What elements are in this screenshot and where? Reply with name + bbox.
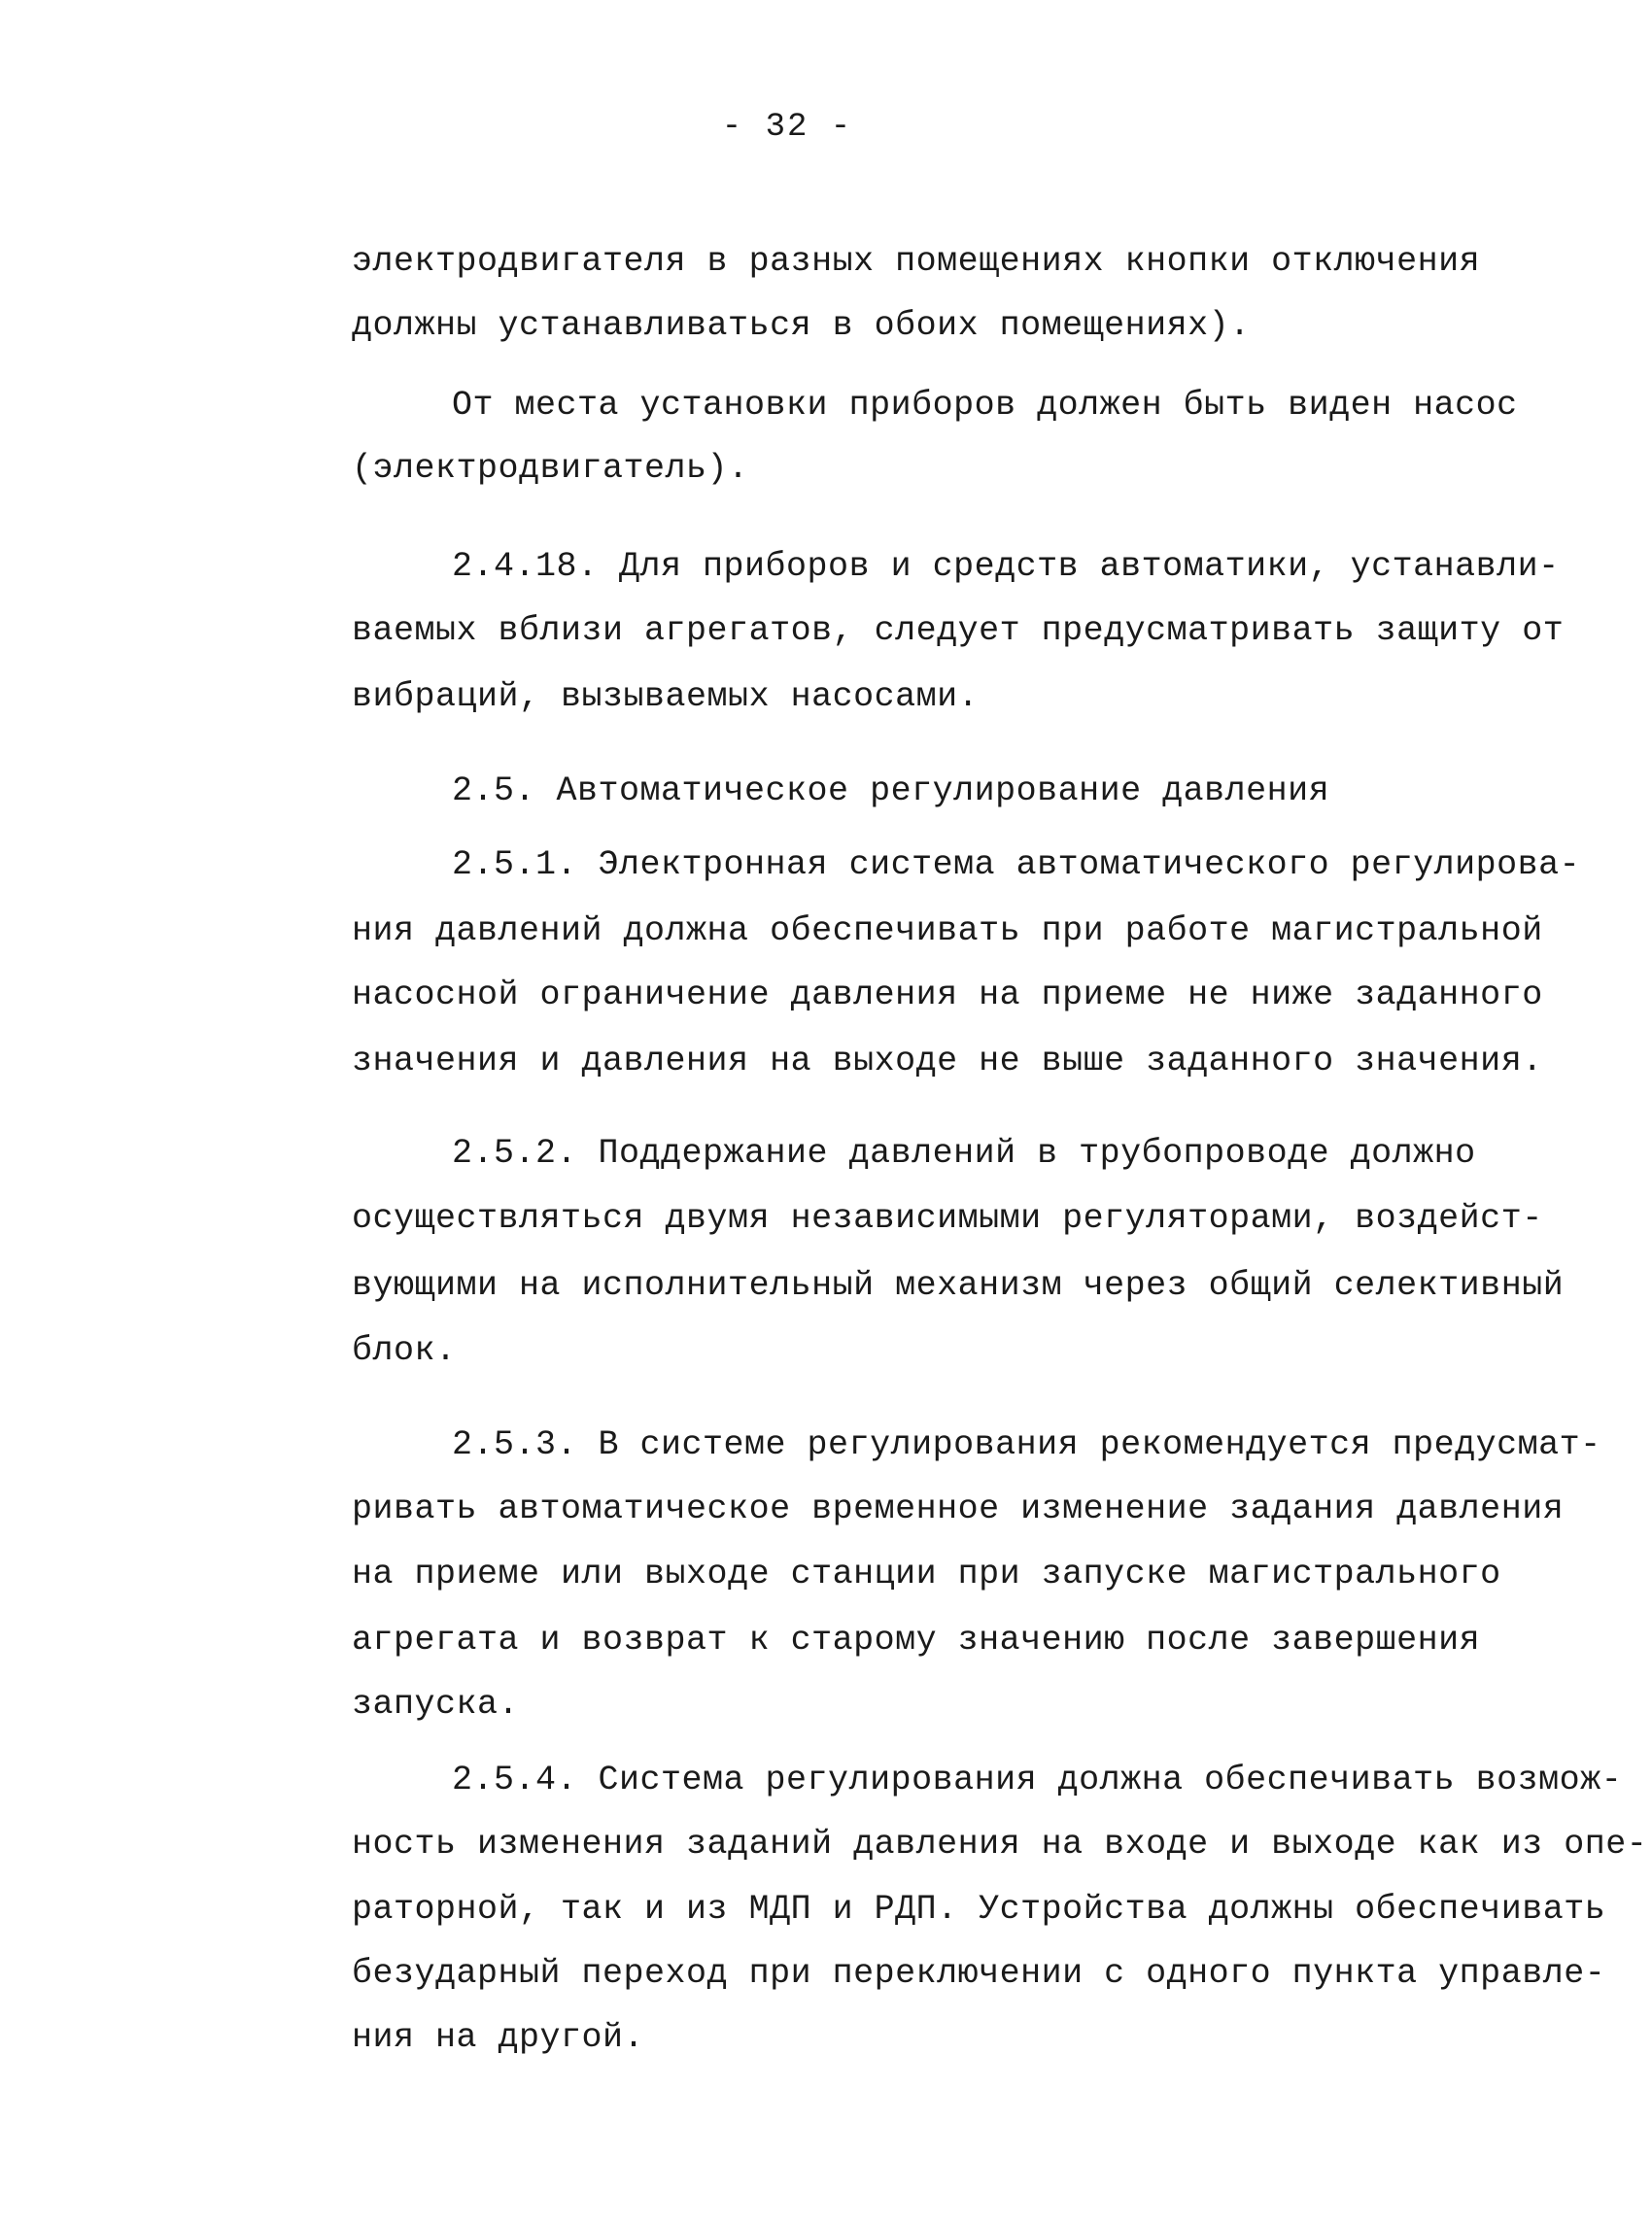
text-line: агрегата и возврат к старому значению после завершения <box>352 1621 1481 1660</box>
text-line: раторной, так и из МДП и РДП. Устройства должны обеспечивать <box>352 1890 1606 1929</box>
text-line: ния на другой. <box>352 2018 645 2057</box>
text-line: ваемых вблизи агрегатов, следует предусматривать защиту от <box>352 611 1565 650</box>
text-line: 2.5.4. Система регулирования должна обеспечивать возмож- <box>452 1761 1623 1799</box>
text-line: запуска. <box>352 1685 520 1724</box>
text-line: 2.5.1. Электронная система автоматического регулирова- <box>452 845 1581 884</box>
text-line: ность изменения заданий давления на входе и выходе как из опе- <box>352 1825 1648 1864</box>
text-line: От места установки приборов должен быть виден насос <box>452 386 1518 425</box>
text-line: осуществляться двумя независимыми регуляторами, воздейст- <box>352 1199 1543 1238</box>
section-heading: 2.5. Автоматическое регулирование давления <box>452 771 1330 810</box>
text-line: насосной ограничение давления на приеме не ниже заданного <box>352 976 1543 1014</box>
text-line: ривать автоматическое временное изменение задания давления <box>352 1490 1565 1528</box>
text-line: должны устанавливаться в обоих помещениях). <box>352 306 1251 345</box>
text-line: 2.5.3. В системе регулирования рекомендуется предусмат- <box>452 1425 1601 1464</box>
text-line: вибраций, вызываемых насосами. <box>352 677 980 716</box>
text-line: 2.4.18. Для приборов и средств автоматики, устанавли- <box>452 547 1560 586</box>
text-line: 2.5.2. Поддержание давлений в трубопроводе должно <box>452 1134 1476 1173</box>
text-line: электродвигателя в разных помещениях кнопки отключения <box>352 242 1481 281</box>
text-line: вующими на исполнительный механизм через общий селективный <box>352 1266 1565 1305</box>
text-line: на приеме или выходе станции при запуске магистрального <box>352 1555 1501 1593</box>
text-line: блок. <box>352 1331 457 1370</box>
text-line: значения и давления на выходе не выше заданного значения. <box>352 1042 1543 1080</box>
text-line: ния давлений должна обеспечивать при работе магистральной <box>352 911 1543 950</box>
text-line: безударный переход при переключении с одного пункта управле- <box>352 1954 1606 1993</box>
text-line: (электродвигатель). <box>352 449 749 488</box>
page-number: - 32 - <box>721 109 853 146</box>
